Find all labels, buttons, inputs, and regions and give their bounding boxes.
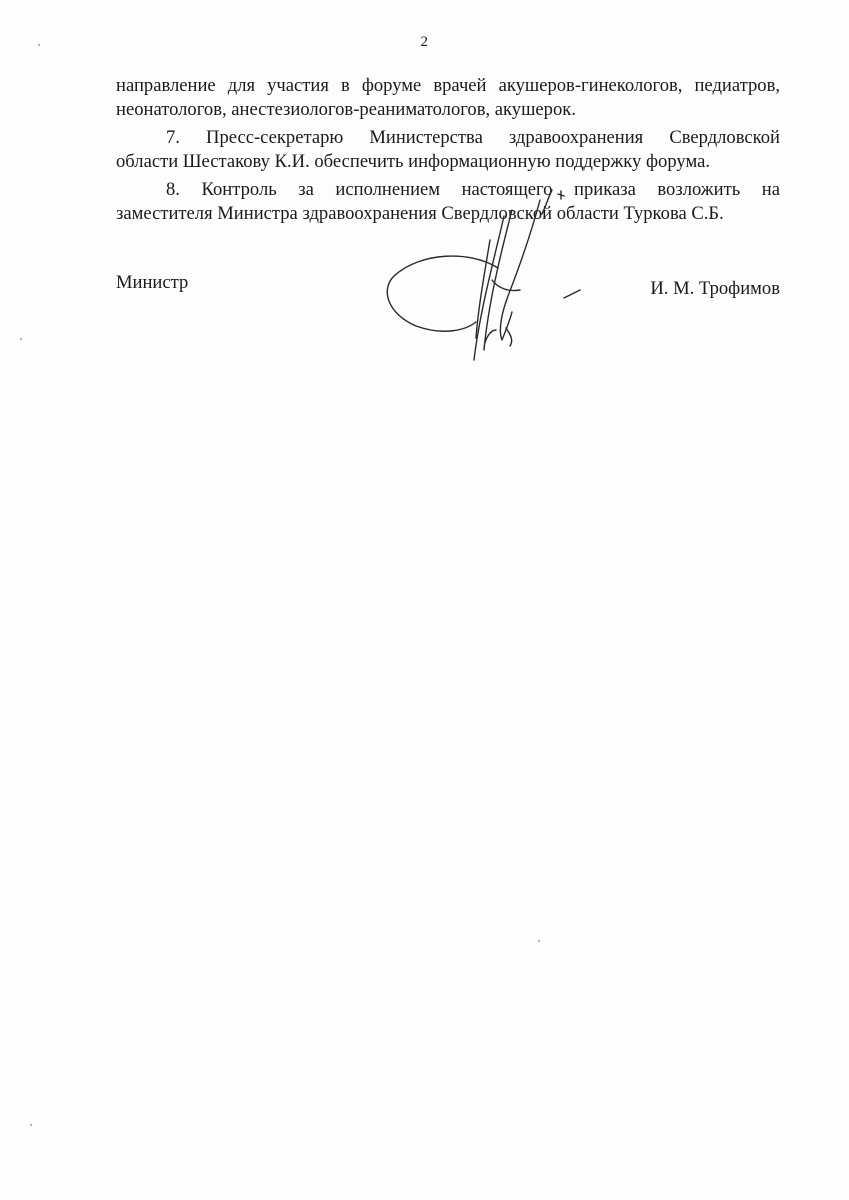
paragraph-item-7 — [116, 126, 780, 174]
paragraph-line: направление для участия в форуме врачей акушеров-гинекологов, педиатров, — [116, 75, 780, 96]
scan-speck — [30, 1124, 32, 1126]
paragraph-line: неонатологов, анестезиологов-реаниматологов, акушерок. — [116, 99, 576, 120]
paragraph-line: 8. Контроль за исполнением настоящего приказа возложить на — [166, 179, 780, 200]
paragraph-line: 7. Пресс-секретарю Министерства здравоохранения Свердловской — [166, 127, 780, 148]
scan-speck — [20, 338, 22, 340]
paragraph-continuation — [116, 74, 780, 122]
signer-name: И. М. Трофимов — [650, 278, 780, 299]
paragraph-line: заместителя Министра здравоохранения Свердловской области Туркова С.Б. — [116, 203, 724, 224]
handwritten-signature — [380, 180, 600, 370]
signer-title: Министр — [116, 272, 189, 293]
scan-speck — [538, 940, 540, 942]
page-number: 2 — [420, 34, 429, 50]
scan-speck — [38, 44, 40, 46]
paragraph-line: области Шестакову К.И. обеспечить информационную поддержку форума. — [116, 151, 710, 172]
